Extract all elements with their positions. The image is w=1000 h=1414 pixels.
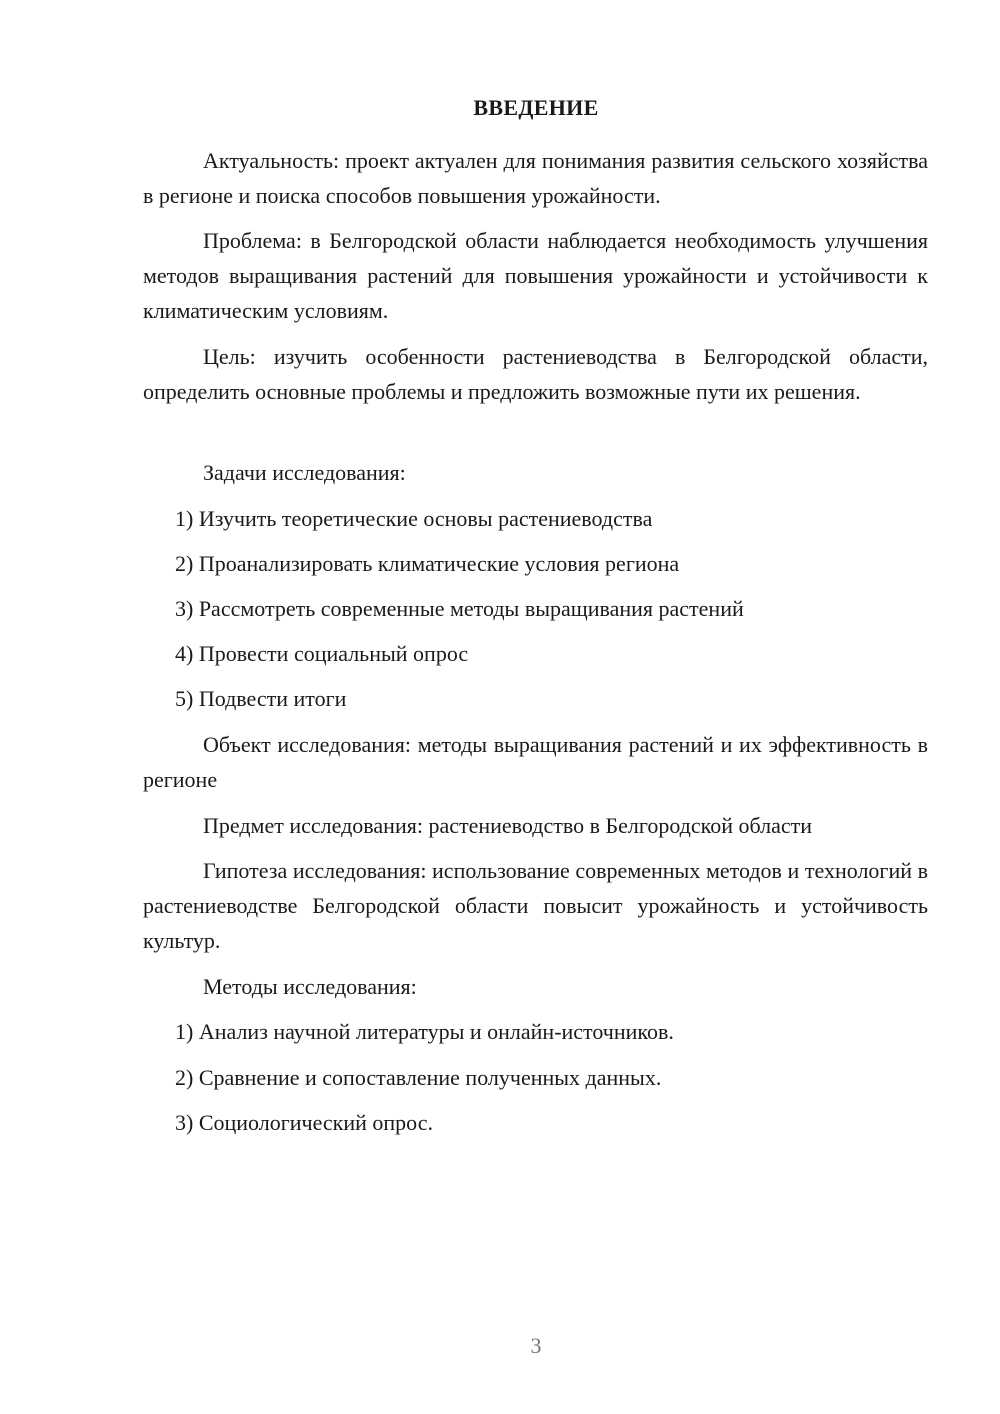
- method-item: 3) Социологический опрос.: [175, 1110, 433, 1135]
- method-item: 2) Сравнение и сопоставление полученных данных.: [175, 1065, 662, 1090]
- problem-paragraph: Проблема: в Белгородской области наблюдается необходимость улучшения методов выращивания растений для повышения урожайности и устойчивости к климатическим условиям.: [143, 228, 928, 323]
- page-number: 3: [530, 1333, 542, 1358]
- task-item: 3) Рассмотреть современные методы выращивания растений: [175, 596, 744, 621]
- task-item: 1) Изучить теоретические основы растениеводства: [175, 506, 653, 531]
- task-item: 4) Провести социальный опрос: [175, 641, 469, 666]
- methods-heading: Методы исследования:: [203, 974, 417, 999]
- hypothesis-paragraph: Гипотеза исследования: использование современных методов и технологий в растениеводстве Белгородской области повысит урожайность и устойчивость культур.: [143, 858, 928, 953]
- goal-paragraph: Цель: изучить особенности растениеводства в Белгородской области, определить основные проблемы и предложить возможные пути их решения.: [143, 344, 928, 404]
- relevance-paragraph: Актуальность: проект актуален для понимания развития сельского хозяйства в регионе и поиска способов повышения урожайности.: [143, 148, 928, 208]
- task-item: 5) Подвести итоги: [175, 686, 347, 711]
- tasks-heading: Задачи исследования:: [203, 460, 406, 485]
- task-item: 2) Проанализировать климатические условия региона: [175, 551, 680, 576]
- object-paragraph: Объект исследования: методы выращивания растений и их эффективность в регионе: [143, 732, 928, 792]
- subject-paragraph: Предмет исследования: растениеводство в Белгородской области: [203, 813, 813, 838]
- page-title: ВВЕДЕНИЕ: [473, 95, 599, 120]
- method-item: 1) Анализ научной литературы и онлайн-источников.: [175, 1019, 674, 1044]
